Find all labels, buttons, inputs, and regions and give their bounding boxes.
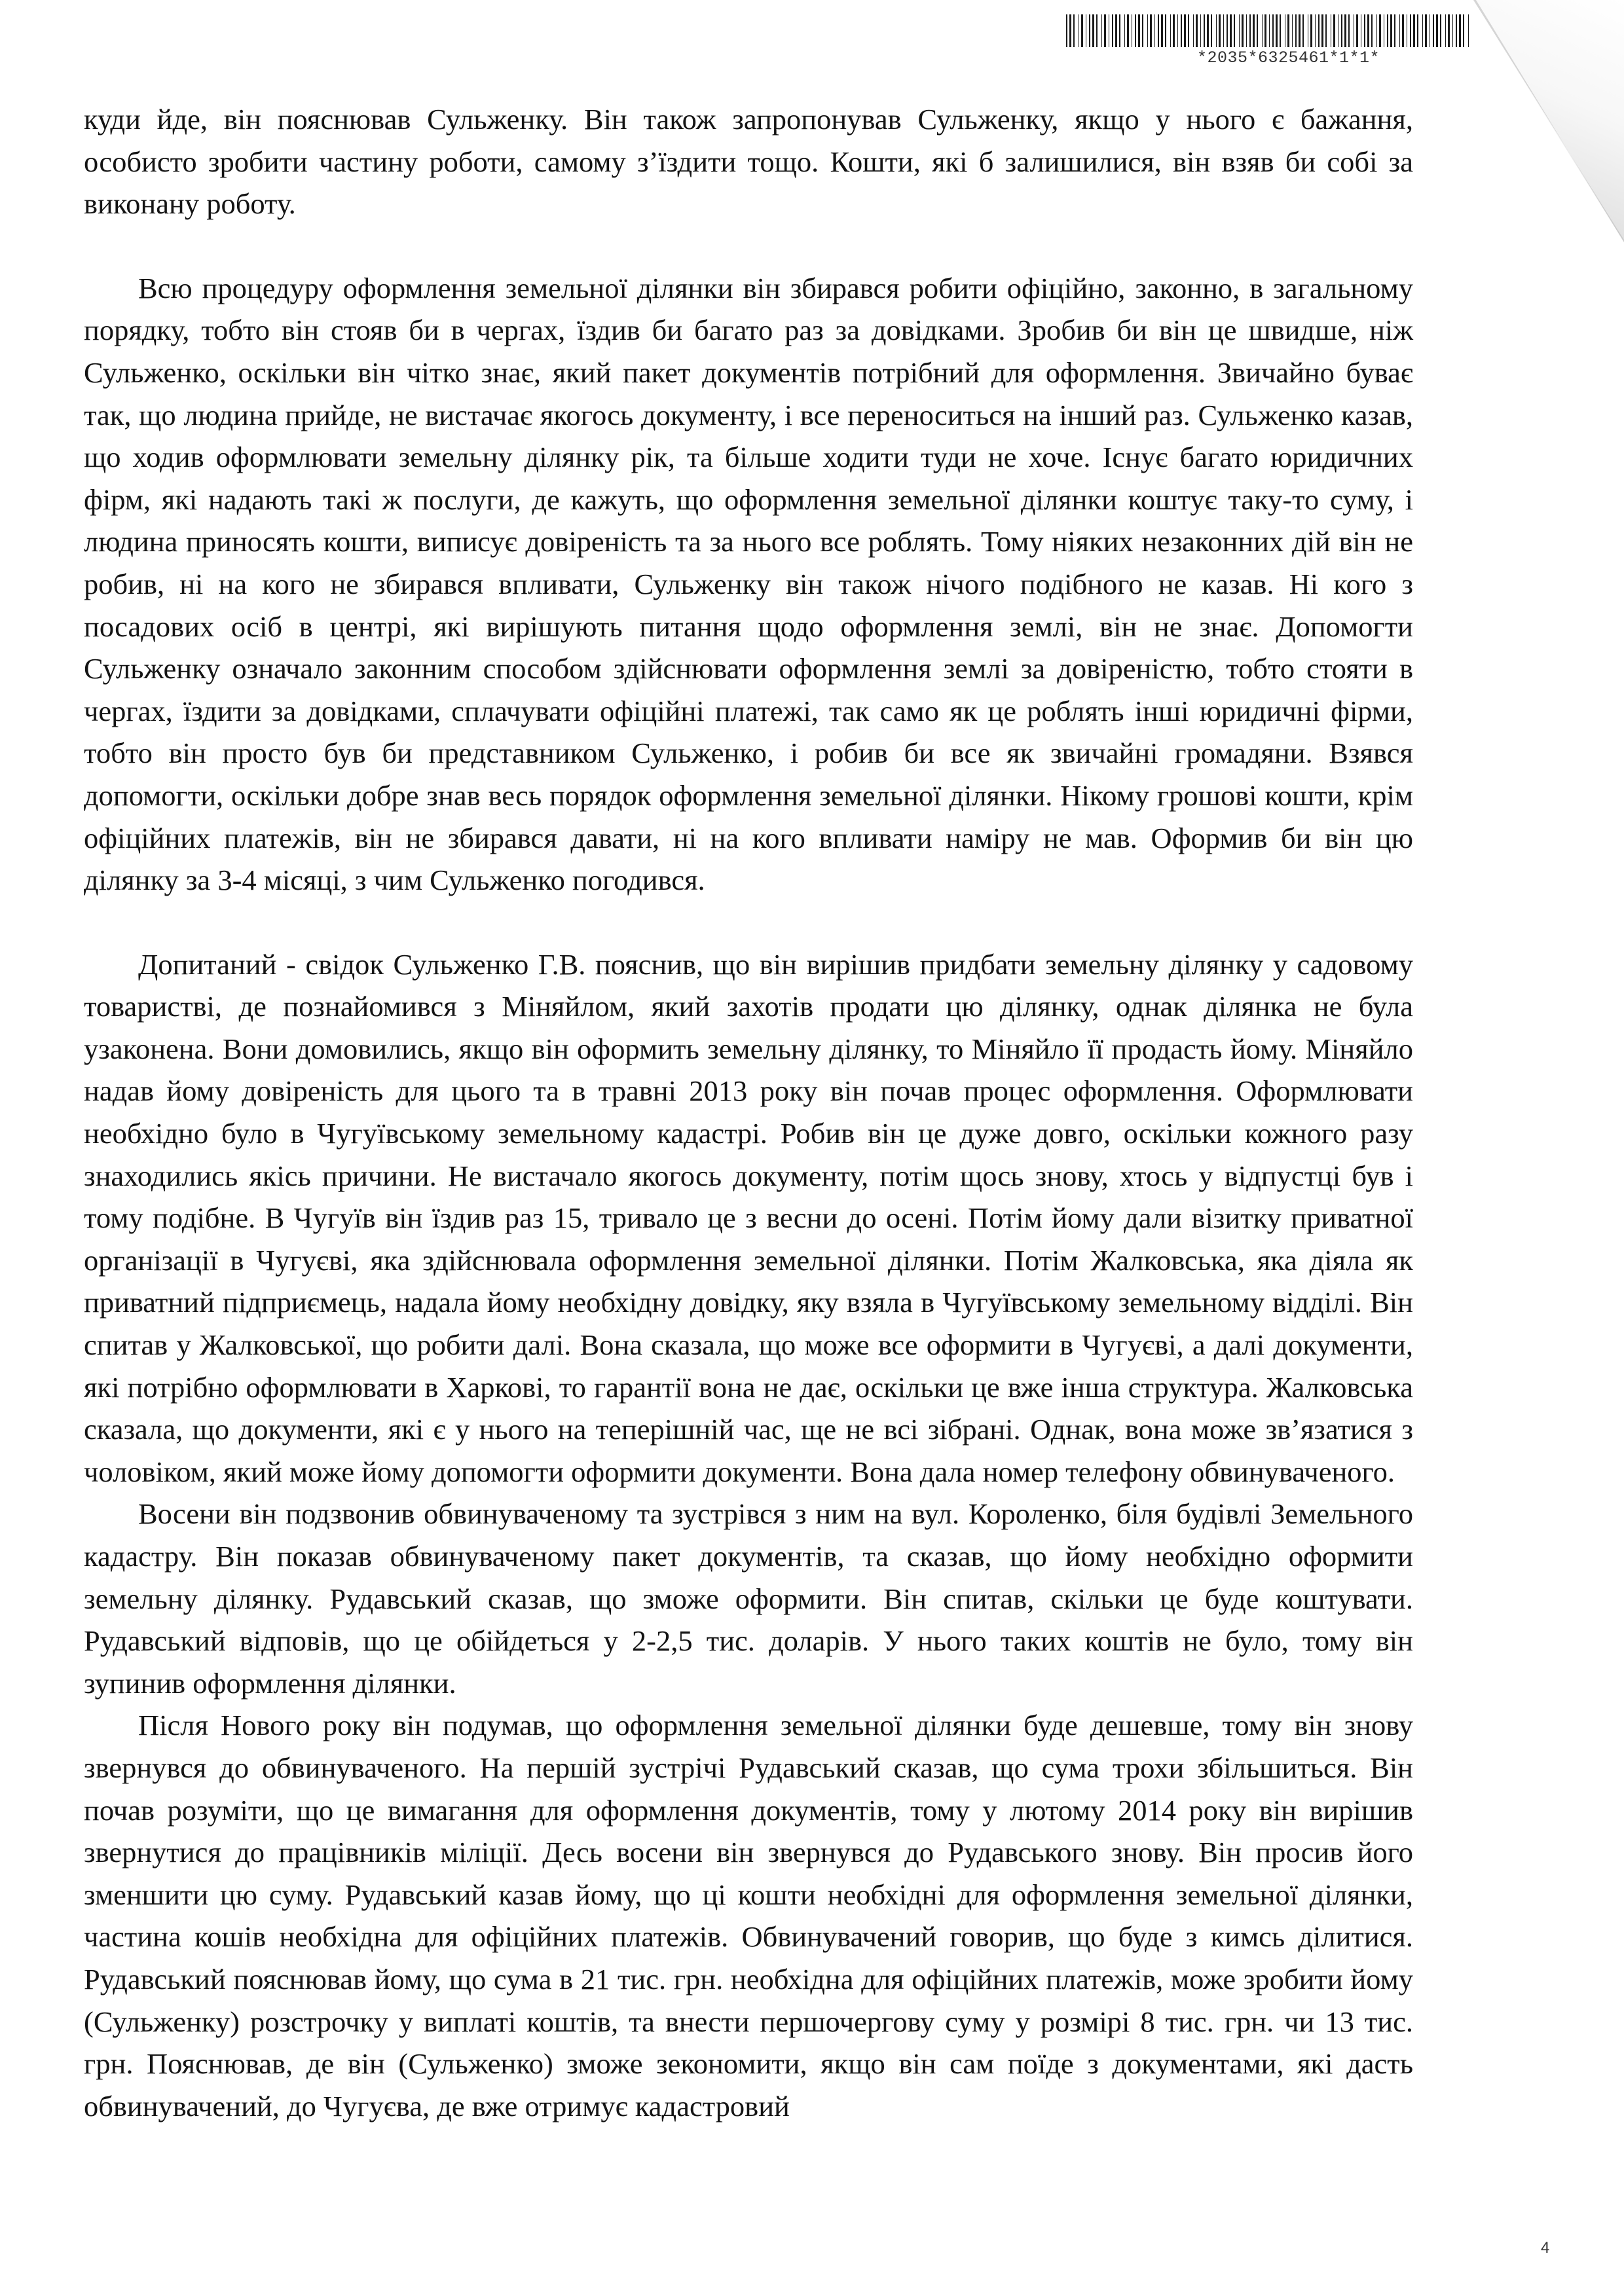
barcode-icon [1066,14,1472,47]
paragraph-defendant-explanation: Всю процедуру оформлення земельної ділянки він збирався робити офіційно, законно, в загальному порядку, тобто він стояв би в чергах, їздив би багато раз за довідками. Зробив би він це швидше, ніж Сульженко, оскільки він чітко знає, який пакет документів потрібний для оформлення. Звичайно буває так, що людина прийде, не вистачає якогось документу, і все переноситься на інший раз. Сульженко казав, що ходив оформлювати земельну ділянку рік, та більше ходити туди не хоче. Існує багато юридичних фірм, які надають такі ж послуги, де кажуть, що оформлення земельної ділянки коштує таку-то суму, і людина приносять кошти, виписує довіреність та за нього все роблять. Тому ніяких незаконних дій він не робив, ні на кого не збирався впливати, Сульженку він також нічого подібного не казав. Ні кого з посадових осіб в центрі, які вирішують питання щодо оформлення землі, він не знає. Допомогти Сульженку означало законним способом здійснювати оформлення землі за довіреністю, тобто стояти в чергах, їздити за довідками, сплачувати офіційні платежі, так само як це роблять інші юридичні фірми, тобто він просто був би представником Сульженко, і робив би все як звичайні громадяни. Взявся допомогти, оскільки добре знав весь порядок оформлення земельної ділянки. Нікому грошові кошти, крім офіційних платежів, він не збирався давати, ні на кого впливати наміру не мав. Оформив би він цю ділянку за 3-4 місяці, з чим Сульженко погодився. [84,271,1413,897]
document-body [84,98,1413,2127]
paragraph-new-year: Після Нового року він подумав, що оформлення земельної ділянки буде дешевше, тому він знову звернувся до обвинуваченого. На першій зустрічі Рудавський сказав, що сума трохи збільшиться. Він почав розуміти, що це вимагання для оформлення документів, тому у лютому 2014 року він вирішив звернутися до працівників міліції. Десь восени він звернувся до Рудавського знову. Він просив його зменшити цю суму. Рудавський казав йому, що ці кошти необхідні для оформлення земельної ділянки, частина кошів необхідна для офіційних платежів. Обвинувачений говорив, що буде з кимсь ділитися. Рудавський пояснював йому, що сума в 21 тис. грн. необхідна для офіційних платежів, може зробити йому (Сульженку) розстрочку у виплаті коштів, та внести першочергову суму у розмірі 8 тис. грн. чи 13 тис. грн. Пояснював, де він (Сульженко) зможе зекономити, якщо він сам поїде з документами, які дасть обвинувачений, до Чугуєва, де вже отримує кадастровий [84,1709,1413,2123]
barcode [1066,14,1472,67]
page-corner-fold [1473,0,1624,242]
page-number: 4 [1541,2239,1550,2257]
paragraph-continued: куди йде, він пояснював Сульженку. Він також запропонував Сульженку, якщо у нього є бажання, особисто зробити частину роботи, самому з’їздити тощо. Кошти, які б залишилися, він взяв би собі за виконану роботу. [84,103,1413,221]
barcode-number: *2035*6325461*1*1* [1197,48,1380,67]
paragraph-autumn-meeting: Восени він подзвонив обвинуваченому та зустрівся з ним на вул. Короленко, біля будівлі Земельного кадастру. Він показав обвинуваченому пакет документів, та сказав, що йому необхідно оформити земельну ділянку. Рудавський сказав, що зможе оформити. Він спитав, скільки це буде коштувати. Рудавський відповів, що це обійдеться у 2-2,5 тис. доларів. У нього таких коштів не було, тому він зупинив оформлення ділянки. [84,1497,1413,1700]
paragraph-witness-testimony: Допитаний - свідок Сульженко Г.В. пояснив, що він вирішив придбати земельну ділянку у садовому товаристві, де познайомився з Міняйлом, який захотів продати цю ділянку, однак ділянка не була узаконена. Вони домовились, якщо він оформить земельну ділянку, то Міняйло її продасть йому. Міняйло надав йому довіреність для цього та в травні 2013 року він почав процес оформлення. Оформлювати необхідно було в Чугуївському земельному кадастрі. Робив він це дуже довго, оскільки кожного разу знаходились якісь причини. Не вистачало якогось документу, потім щось знову, хтось у відпустці був і тому подібне. В Чугуїв він їздив раз 15, тривало це з весни до осені. Потім йому дали візитку приватної організації в Чугуєві, яка здійснювала оформлення земельної ділянки. Потім Жалковська, яка діяла як приватний підприємець, надала йому необхідну довідку, яку взяла в Чугуївському земельному відділі. Він спитав у Жалковської, що робити далі. Вона сказала, що може все оформити в Чугуєві, а далі документи, які потрібно оформлювати в Харкові, то гарантії вона не дає, оскільки це вже інша структура. Жалковська сказала, що документи, які є у нього на теперішній час, ще не всі зібрані. Однак, вона може зв’язатися з чоловіком, який може йому допомогти оформити документи. Вона дала номер телефону обвинуваченого. [84,947,1413,1488]
